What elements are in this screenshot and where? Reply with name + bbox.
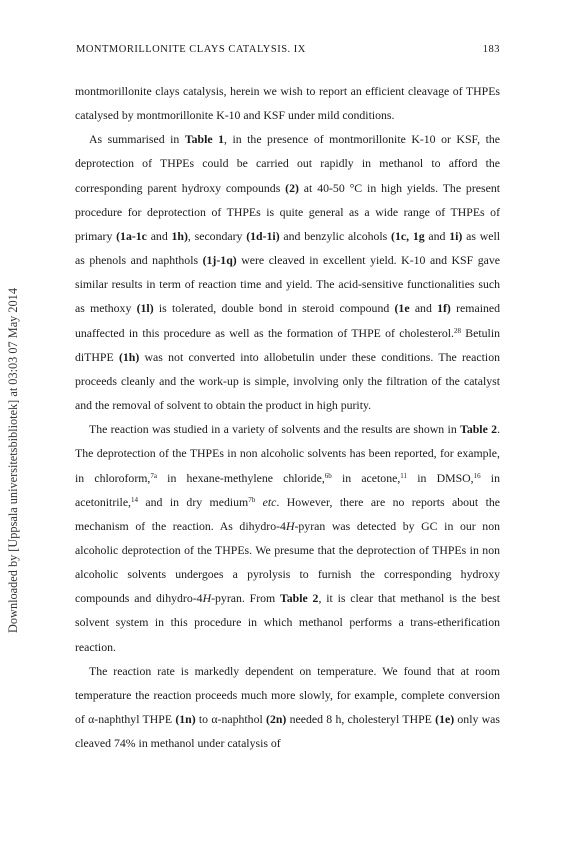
compound-ref: (1h) <box>118 349 140 364</box>
text-run: is tolerated, double bond in steroid compound <box>153 301 395 316</box>
compound-ref: (1e) <box>435 712 455 727</box>
paragraph-3 <box>75 417 500 659</box>
text-run: , in the presence of montmorillonite K-10 or KSF, the deprotection of THPEs could be carried out rapidly in methanol to afford the corresponding parent hydroxy compounds <box>75 132 500 195</box>
text-run: -pyran was detected by GC in our non alcoholic deprotection of the THPEs. We presume that the deprotection of THPEs in non alcoholic solvents undergoes a pyrolysis to furnish the corresponding hydroxy compounds and dihydro-4 <box>75 518 500 606</box>
page-number: 183 <box>482 44 500 55</box>
citation: 16 <box>473 471 481 480</box>
italic-term: H <box>285 518 295 533</box>
compound-ref: (1j-1q) <box>202 253 237 268</box>
text-run: was not converted into allobetulin under these conditions. The reaction proceeds cleanly and the work-up is simple, involving only the filtration of the catalyst and the removal of solvent to obtain the product in high purity. <box>75 349 500 413</box>
text-run: -pyran. From <box>211 591 280 606</box>
citation: 7a <box>150 471 157 480</box>
text-run: . However, there are no reports about the mechanism of the reaction. As dihydro-4 <box>75 494 500 533</box>
text-run: only was cleaved 74% in methanol under catalysis of <box>75 712 500 751</box>
citation: 7b <box>248 495 256 504</box>
compound-ref: 1f) <box>437 301 451 316</box>
compound-ref: (2n) <box>266 712 287 727</box>
citation: 6b <box>324 471 332 480</box>
text-run: remained unaffected in this procedure as well as the formation of THPE of cholesterol. <box>75 301 501 340</box>
text-run: montmorillonite clays catalysis, herein we wish to report an efficient cleavage of THPEs catalysed by montmorillonite K-10 and KSF under mild conditions. <box>75 84 500 123</box>
text-run: The reaction was studied in a variety of solvents and the results are shown in <box>89 422 461 437</box>
text-run: and <box>146 228 172 243</box>
text-run: and <box>409 301 438 316</box>
table-ref: Table 1 <box>184 132 224 147</box>
compound-ref: (1d-1i) <box>246 228 280 243</box>
text-run: , secondary <box>187 228 247 243</box>
compound-ref: (1e <box>394 301 410 316</box>
citation: 28 <box>453 326 461 335</box>
text-run: at 40-50 °C in high yields. The present procedure for deprotection of THPEs is quite general as a wide range of THPEs of primary <box>75 180 500 243</box>
italic-term: H <box>202 591 212 606</box>
paragraph-2 <box>75 127 500 417</box>
paragraph-1 <box>75 79 500 127</box>
text-run: . The deprotection of the THPEs in non alcoholic solvents has been reported, for example, in chloroform, <box>75 422 501 485</box>
text-run: , it is clear that methanol is the best solvent system in this procedure in which methanol performs a trans-etherification reaction. <box>75 591 501 654</box>
compound-ref: (1c, 1g <box>391 228 425 243</box>
compound-ref: (1a-1c <box>116 228 147 243</box>
text-run: as well as phenols and naphthols <box>75 228 501 268</box>
text-run: needed 8 h, cholesteryl THPE <box>286 712 436 727</box>
text-run <box>255 495 262 509</box>
text-run: were cleaved in excellent yield. K-10 and KSF gave similar results in term of reaction time and yield. The acid-sensitive functionalities such as methoxy <box>75 253 500 316</box>
text-run: and <box>424 228 450 243</box>
compound-ref: (1n) <box>175 712 196 727</box>
text-run: to α-naphthol <box>195 712 267 727</box>
text-run: in hexane-methylene chloride, <box>156 470 325 485</box>
text-run: in acetonitrile, <box>75 470 500 509</box>
citation: 14 <box>131 495 139 504</box>
text-run: and benzylic alcohols <box>279 228 392 243</box>
body-text <box>75 79 500 755</box>
table-ref: Table 2 <box>460 422 498 437</box>
text-run: The reaction rate is markedly dependent on temperature. We found that at room temperature the reaction proceeds much more slowly, for example, complete conversion of α-naphthyl THPE <box>75 663 500 727</box>
text-run: As summarised in <box>89 132 185 147</box>
compound-ref: 1h) <box>171 228 188 243</box>
compound-ref: (1l) <box>136 301 154 316</box>
table-ref: Table 2 <box>280 591 319 606</box>
italic-term: etc <box>262 494 277 509</box>
running-head-title: MONTMORILLONITE CLAYS CATALYSIS. IX <box>76 44 306 55</box>
watermark-text: Downloaded by [Uppsala universitetsbibliotek] at 03:03 07 May 2014 <box>5 287 20 633</box>
compound-ref: 1i) <box>449 228 463 243</box>
text-run: in acetone, <box>331 470 401 485</box>
download-watermark <box>6 240 20 680</box>
citation: 11 <box>400 471 408 480</box>
compound-ref: (2) <box>285 180 299 195</box>
text-run: and in dry medium <box>138 494 249 509</box>
text-run: in DMSO, <box>407 470 474 485</box>
text-run: Betulin diTHPE <box>75 325 500 364</box>
paragraph-4 <box>75 659 500 756</box>
